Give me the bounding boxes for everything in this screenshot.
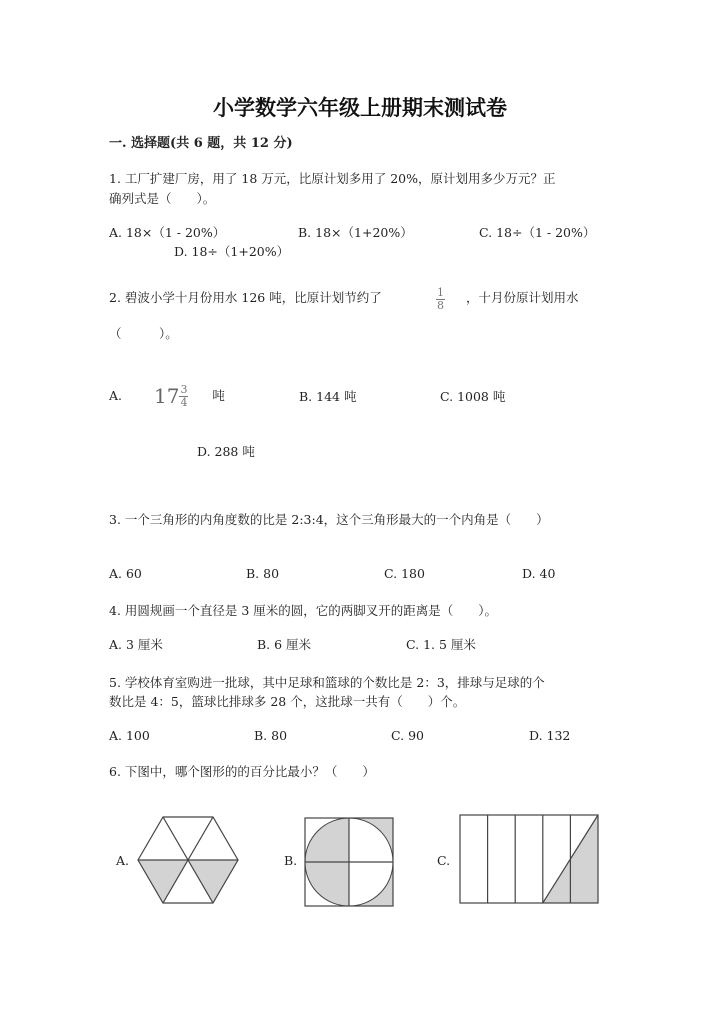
question-text: 5. 学校体育室购进一批球，其中足球和篮球的个数比是 2：3，排球与足球的个 — [109, 675, 545, 690]
option-c[interactable]: C. 1008 吨 — [440, 389, 506, 404]
figure-label-b[interactable]: B. — [284, 853, 298, 868]
option-c[interactable]: C. 18÷（1 - 20%） — [479, 225, 596, 240]
question-text: （ ）。 — [109, 326, 178, 341]
numerator: 3 — [180, 383, 188, 396]
question-text: 确列式是（ ）。 — [109, 191, 216, 206]
option-a[interactable]: A. 18×（1 - 20%） — [109, 225, 226, 240]
mixed-number-whole: 17 — [153, 384, 180, 409]
option-a[interactable]: A. 100 — [109, 728, 150, 743]
option-b[interactable]: B. 144 吨 — [299, 389, 357, 404]
option-d[interactable]: D. 288 吨 — [197, 444, 255, 459]
option-d[interactable]: D. 40 — [522, 566, 556, 581]
question-text: 1. 工厂扩建厂房，用了 18 万元，比原计划多用了 20%，原计划用多少万元？正 — [109, 171, 556, 186]
option-b[interactable]: B. 6 厘米 — [257, 637, 312, 652]
denominator: 8 — [437, 298, 444, 312]
option-c[interactable]: C. 1. 5 厘米 — [406, 637, 476, 652]
page-title: 小学数学六年级上册期末测试卷 — [213, 95, 507, 120]
option-d[interactable]: D. 18÷（1+20%） — [174, 244, 290, 259]
option-label: A. — [109, 387, 123, 403]
question-text: ，十月份原计划用水 — [466, 290, 579, 305]
question-text: 6. 下图中，哪个图形的的百分比最小？（ ） — [109, 764, 375, 779]
question-text: 2. 碧波小学十月份用水 126 吨，比原计划节约了 — [109, 290, 382, 305]
option-b[interactable]: B. 80 — [254, 728, 288, 743]
option-d[interactable]: D. 132 — [529, 728, 571, 743]
question-text: 3. 一个三角形的内角度数的比是 2:3:4，这个三角形最大的一个内角是（ ） — [109, 512, 549, 527]
figure-label-a[interactable]: A. — [116, 853, 130, 868]
option-b[interactable]: B. 80 — [246, 566, 280, 581]
figure-label-c[interactable]: C. — [437, 853, 451, 868]
unit: 吨 — [212, 387, 225, 403]
hexagon-figure — [138, 817, 238, 903]
question-text: 数比是 4：5，篮球比排球多 28 个，这批球一共有（ ）个。 — [109, 694, 466, 709]
option-a[interactable]: A. 60 — [109, 566, 142, 581]
question-text: 4. 用圆规画一个直径是 3 厘米的圆，它的两脚叉开的距离是（ ）。 — [109, 603, 498, 618]
option-c[interactable]: C. 90 — [391, 728, 424, 743]
rectangle-figure — [460, 815, 598, 903]
option-a[interactable]: A. 3 厘米 — [109, 637, 163, 652]
denominator: 4 — [180, 395, 188, 409]
option-c[interactable]: C. 180 — [384, 566, 425, 581]
numerator: 1 — [437, 286, 444, 299]
section-header: 一. 选择题(共 6 题，共 12 分) — [109, 136, 293, 151]
option-b[interactable]: B. 18×（1+20%） — [298, 225, 413, 240]
circle-square-figure — [305, 818, 393, 906]
